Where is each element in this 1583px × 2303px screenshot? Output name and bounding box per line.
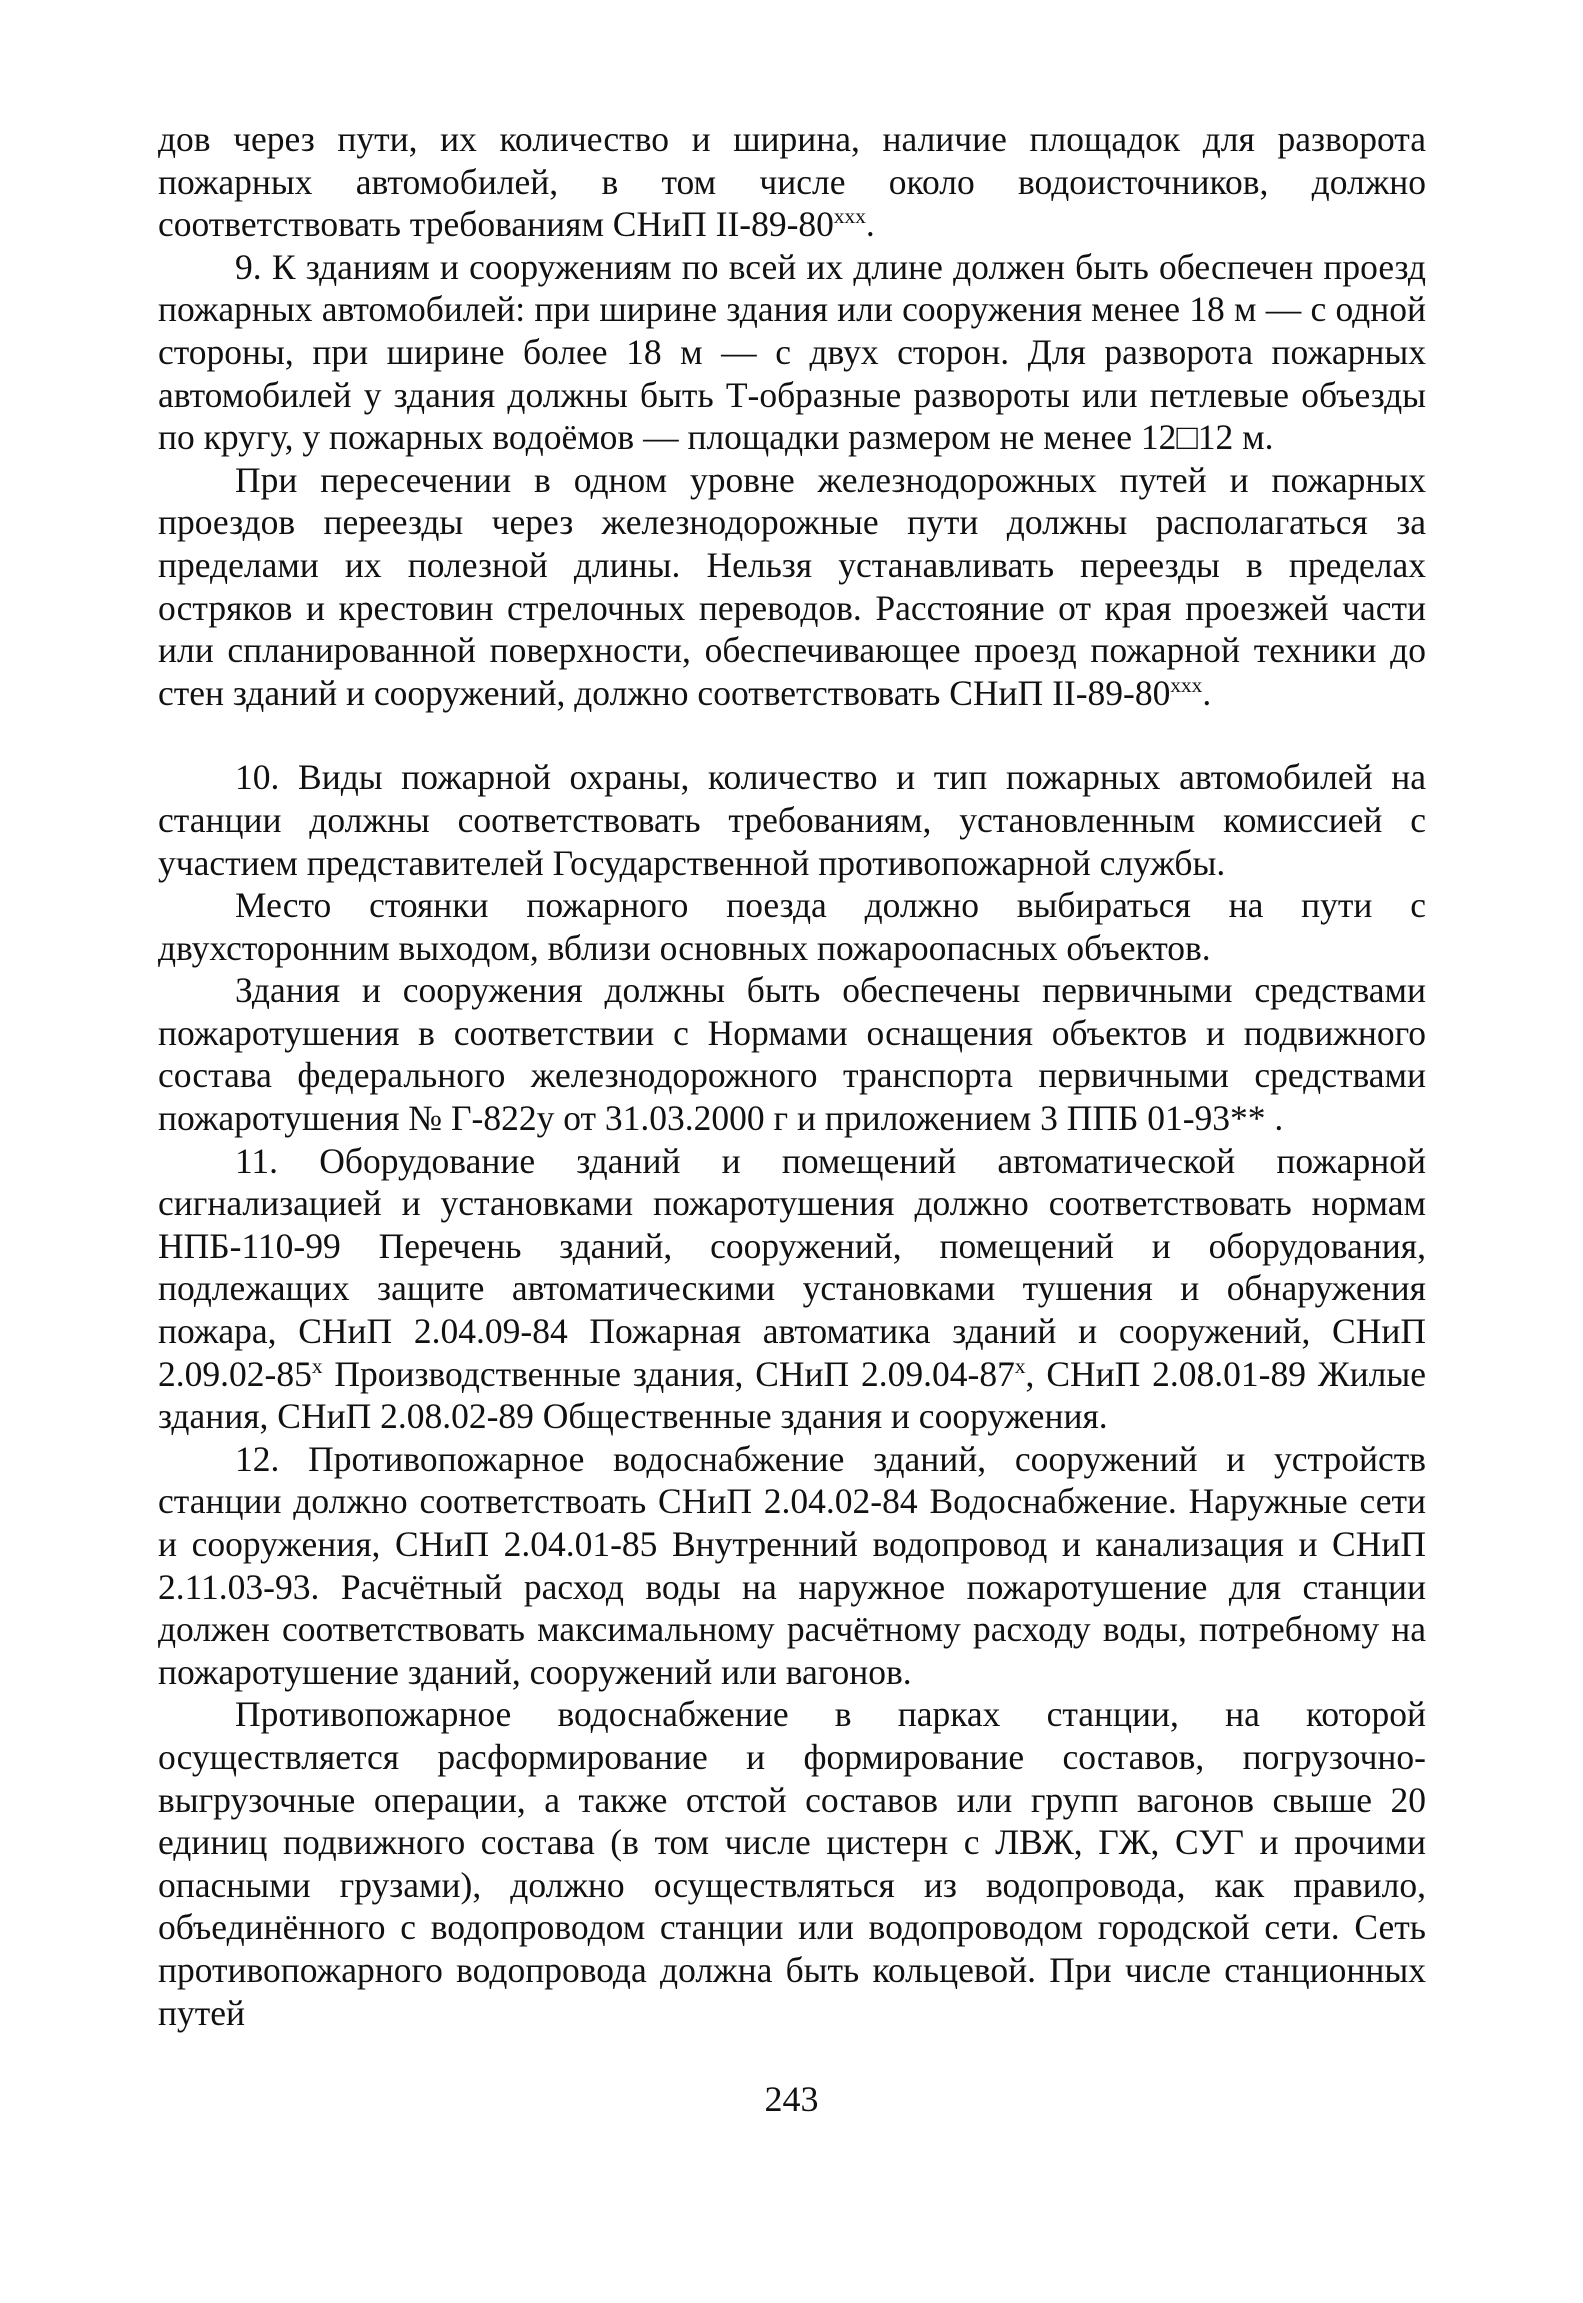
paragraph-continuation [158,118,1426,246]
paragraph-text: 11. Оборудование зданий и помещений автоматической пожарной сигнализацией и установками пожаротушения должно соответствовать нормам НПБ-110-99 Перечень зданий, сооружений, помещений и оборудования, подлежащих защите автоматическими установками тушения и обнаружения пожара, СНиП 2.04.09-84 Пожарная автоматика зданий и сооружений, СНиП 2.09.02-85 [158,1140,1426,1394]
paragraph-tail: . [865,204,875,245]
paragraph-text: дов через пути, их количество и ширина, наличие площадок для разворота пожарных автомобилей, в том числе около водоисточников, должно соответствовать требованиям СНиП II-89-80 [158,119,1426,245]
superscript-mark: xxx [833,204,866,229]
page-number: 243 [764,2079,819,2119]
paragraph-text: 9. К зданиям и сооружениям по всей их длине должен быть обеспечен проезд пожарных автомобилей: при ширине здания или сооружения менее 18 м — с одной стороны, при ширине более 18 м — с двух сторон. Для разворота пожарных автомобилей у здания должны быть Т-образные развороты или петлевые объезды по кругу, у пожарных водоёмов — площадки размером не менее 12□12 м. [158,246,1426,458]
paragraph-text: При пересечении в одном уровне железнодорожных путей и пожарных проездов переезды через железнодорожные пути должны располагаться за пределами их полезной длины. Нельзя устанавливать переезды в пределах остряков и крестовин стрелочных переводов. Расстояние от края проезжей части или спланированной поверхности, обеспечивающее проезд пожарной техники до стен зданий и сооружений, должно соответствовать СНиП II-89-80 [158,459,1426,713]
paragraph-item-9 [158,246,1426,459]
paragraph-fire-train [158,884,1426,969]
superscript-mark: x [1014,1353,1026,1378]
superscript-mark: x [311,1353,323,1378]
paragraph-primary-means [158,969,1426,1139]
paragraph-tail: . [1202,672,1212,713]
paragraph-water-supply [158,1693,1426,2034]
paragraph-item-12 [158,1438,1426,1694]
paragraph-text: Место стоянки пожарного поезда должно выбираться на пути с двухсторонним выходом, вблизи основных пожароопасных объектов. [158,885,1426,968]
paragraph-text: 12. Противопожарное водоснабжение зданий, сооружений и устройств станции должно соответствоать СНиП 2.04.02-84 Водоснабжение. Наружные сети и сооружения, СНиП 2.04.01-85 Внутренний водопровод и канализация и СНиП 2.11.03-93. Расчётный расход воды на наружное пожаротушение для станции должен соответствовать максимальному расчётному расходу воды, потребному на пожаротушение зданий, сооружений или вагонов. [158,1438,1426,1692]
paragraph-text: 10. Виды пожарной охраны, количество и тип пожарных автомобилей на станции должны соответствовать требованиям, установленным комиссией с участием представителей Государственной противопожарной службы. [158,757,1426,883]
superscript-mark: xxx [1170,672,1203,697]
paragraph-item-10 [158,756,1426,884]
paragraph-crossings [158,459,1426,715]
paragraph-text: , СНиП 2.08.01-89 Жилые здания, СНиП 2.08.02-89 Общественные здания и сооружения. [158,1353,1427,1437]
document-page [158,118,1426,2034]
paragraph-text: Противопожарное водоснабжение в парках станции, на которой осуществляется расформирование и формирование составов, погрузочно-выгрузочные операции, а также отстой составов или групп вагонов свыше 20 единиц подвижного состава (в том числе цистерн с ЛВЖ, ГЖ, СУГ и прочими опасными грузами), должно осуществляться из водопровода, как правило, объединённого с водопроводом станции или водопроводом городской сети. Сеть противопожарного водопровода должна быть кольцевой. При числе станционных путей [158,1694,1426,2033]
paragraph-text: Производственные здания, СНиП 2.09.04-87 [322,1353,1015,1394]
paragraph-item-11 [158,1140,1426,1438]
paragraph-text: Здания и сооружения должны быть обеспечены первичными средствами пожаротушения в соответствии с Нормами оснащения объектов и подвижного состава федерального железнодорожного транспорта первичными средствами пожаротушения № Г-822у от 31.03.2000 г и приложением 3 ППБ 01-93** . [158,970,1426,1139]
